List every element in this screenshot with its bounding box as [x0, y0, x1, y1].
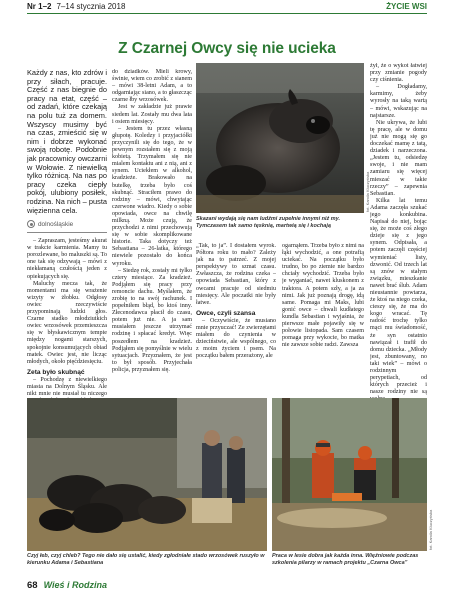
photo-credit: fot. Kamila Kluczyńska: [428, 509, 433, 550]
caption-top: Skazani wydają się nam ludźmi zupełnie innymi niż my. Tymczasem tak samo tęsknią, martwią się i kochają: [196, 216, 341, 229]
byline: [27, 220, 107, 228]
subheading: Zeta było skubnąć: [27, 368, 85, 376]
region-logo-icon: [27, 220, 35, 228]
page-footer: [27, 580, 107, 591]
issue-date: 7–14 stycznia 2018: [56, 2, 126, 11]
photo-credit: fot. Kamila Kluczyńska: [365, 171, 370, 212]
paragraph: do dziadków. Mieli krowy, świnie, wiem co zrobić z sianem – mówi 38-letni Adam, a to odgarniając siano, a to głaszcząc czarne łby wrzosówek.: [112, 69, 192, 104]
section-name: ŻYCIE WSI: [386, 2, 427, 11]
page-header: [0, 0, 454, 14]
issue-number: Nr 1–2: [27, 2, 52, 11]
column-4: [282, 243, 364, 393]
paragraph: „Tak, to ja”. I dostałem wyrok. Półtora roku to mało? Zależy jak na to patrzeć. Z mojej perspektywy to szmat czasu. Zwłaszcza, że rodzina czeka – opowiada Sebastian, który z owcami pracuje od siedmiu miesięcy. Ale poczatki nie były łatwe.: [196, 243, 276, 306]
paragraph: – Pochodzę z niewielkiego miasta na Dolnym Śląsku. Ale nikt mnie nie musiał tu niczego: [27, 376, 107, 397]
paragraph: Kilka lat temu Adama zaczęła szukać jego konkubina. Napisał do niej, bojąc się, że może coś złego dzieje się z jego synem. Odpisała, a potem zaczęli częściej wymieniać listy, dzwonić. Od trzech lat są znów w stałym związku, mieszkanie nawet brać ślub. Adam nieustannie powtarza, że ktoś na niego czeka, cieszy się, że ma do kogo wracać. Tę radość trochę tylko mąci mu świadomość, że syn ostatnio nawiązał i trafił do domu dziecka. „Młody jest, zbuntowany, no taki wiek” – mówi o rodzinnym perypetiach, od których przecież i nasze rodziny nie są: [370, 197, 427, 396]
paragraph: – Zapraszam, jesteśmy akurat w trakcie karmienia. Mamy tu porozlewane, bo maluszki są. To one tak się odzywają – mówi z niekłamaną czułością jeden z opiekujących się.: [27, 238, 107, 280]
paragraph: ogarnąłem. Trzeba było z nimi na łąki wychodzić, a one potrafią uciekać. Na początku było trudno, bo po ziemie nie bardzo chciały wychodzić. Trzeba było je wyganiać, nawet kluskonem z traktora. A potem szły, a ja za nimi. Jak już poznają drogę, idą same. Pomaga mi Maks, lubi gonić owce – chwali kudłatego kundla Sebastian i wyjaśnia, że pierwsze małe pojawiły się w połowie listopada. Sam czasem pomaga przy wykocie, bo matka nie zawsze sobie radzi. Zawsza: [282, 243, 364, 349]
subheading: Owce, czyli szansa: [196, 309, 256, 317]
byline-region: dolnośląskie: [38, 220, 74, 228]
page-number: 68: [27, 580, 38, 591]
paragraph: – Jestem tu przez własną głupotę. Koledzy i przyjaciółki przyczynili się do tego, że w pewnym rozstałem się z moją kobietą. Trzymałem się nie mialem kontaktu ani z nią, ani z synem. Uciekłem w alkohol, kradzieże. Brakowało na butelkę, trzeba było coś skubnąć. Straciłem prawo do rodziny – mówi, chwytając czerwone wiadro. Kiedy o sobie opowiada, owce na chwilę milkną. Może czują, że przychodzi z nimi przechowują się w sobie skomplikowane historie. Taka dotyczy też Sebastiana – 26-latka, którego niewiele pozostało do końca wyroku.: [112, 125, 192, 267]
paragraph: – Oczywiście, że musiano mnie przyuczać! Ze zwierzętami miałem do czynienia w dzieciństwie, ale wspólnego, co z moim życiem i psem. Na początku bałem przerażony, ale: [196, 317, 276, 360]
photo-sheep-top: [196, 63, 364, 213]
issue-info: [27, 2, 125, 11]
column-1: [27, 69, 107, 412]
paragraph: – Dogładamy, karmimy, żeby wyrosły na taką wartą – mówi, wskazując na najstarsze.: [370, 84, 427, 119]
caption-bottom-left: Czyj łeb, czyj chleb? Tego nie dało się ustalić, kiedy zgłodniałe stado wrzosówek ruszyło w kierunku Adama i Sebastiana: [27, 553, 265, 566]
lead-divider: [27, 232, 107, 233]
photo-sheep-flock: [27, 398, 267, 551]
paragraph: Jest w zakładzie już prawie siedem lat. Zostały mu dwa lata i osiem miesięcy.: [112, 104, 192, 125]
header-rule: [27, 13, 427, 14]
caption-bottom-right: Praca w lesie dobra jak każda inna. Więźniowie podczas szkolenia pilarzy w ramach projektu „Czarna Owca”: [272, 553, 419, 566]
article-lead: Każdy z nas, kto zdrów i przy siłach, pracuje. Część z nas biegnie do pracy na etat, część – od zadań, które czekają na polu tuż za domem. Wszyscy musimy być na czas, zmieścić się w nim i dobrze wykonać swoją robotę. Podobnie jak pracownicy owczarni w Wołowie. Z niewielką tylko różnicą. Na nas po pracy czeka ciepły pokój, ulubiony posiłek, rodzina. Na nich – pusta więzienna cela.: [27, 68, 107, 215]
paragraph: – Siedzę rok, zostały mi tylko cztery miesiące. Za kradzież. Podjąłem się pracy przy remoncie dachu. Myślałem, że zrobię to na swój rachunek. I popełniłem błąd, bo ktoś inny. Złecenodawca płacił do czasu, potem już nie. A ja sam musiałem jeszcze utrzymać rodzinę i spłacać kredyt. Więc poszedłem na kradzież. Podjąłem się pomyślnie w wielu sytuacjach. Przyznałem, że jest to był sposób. Przyjechała policja, przyznałem się.: [112, 267, 192, 373]
paragraph: żył, że o wykot łatwiej przy zmianie pogody czy ciśnienia.: [370, 63, 427, 84]
paragraph: Nie ukrywa, że lubi tę pracę, ale w domu już nie mogą się go doczekać mamę z tatą, dziadek i narzeczona. „Jestem tu, odsiedzę swoje, i nie mam zamiaru się więcej mieszać w takie rzeczy” – zapewnia Sebastian.: [370, 119, 427, 197]
paragraph: Maluchy mecza tak, że momentami ma się wrażenie wizyty w żłobku. Odgłosy owiec rzeczywiście przypominają ludzki głos. Czarne stadko młodziutkich owiec wrzosówek przemieszcza się w błyskawicznym tempie między nogami starszych, spokojnie konsumujących obiad matek. Owiec jest, nie licząc młodych, około pięćdziesięciu.: [27, 280, 107, 365]
article-title: Z Czarnej Owcy się nie ucieka: [118, 40, 336, 57]
magazine-name: Wieś i Rodzina: [43, 580, 108, 590]
photo-forest-work: [272, 398, 427, 551]
